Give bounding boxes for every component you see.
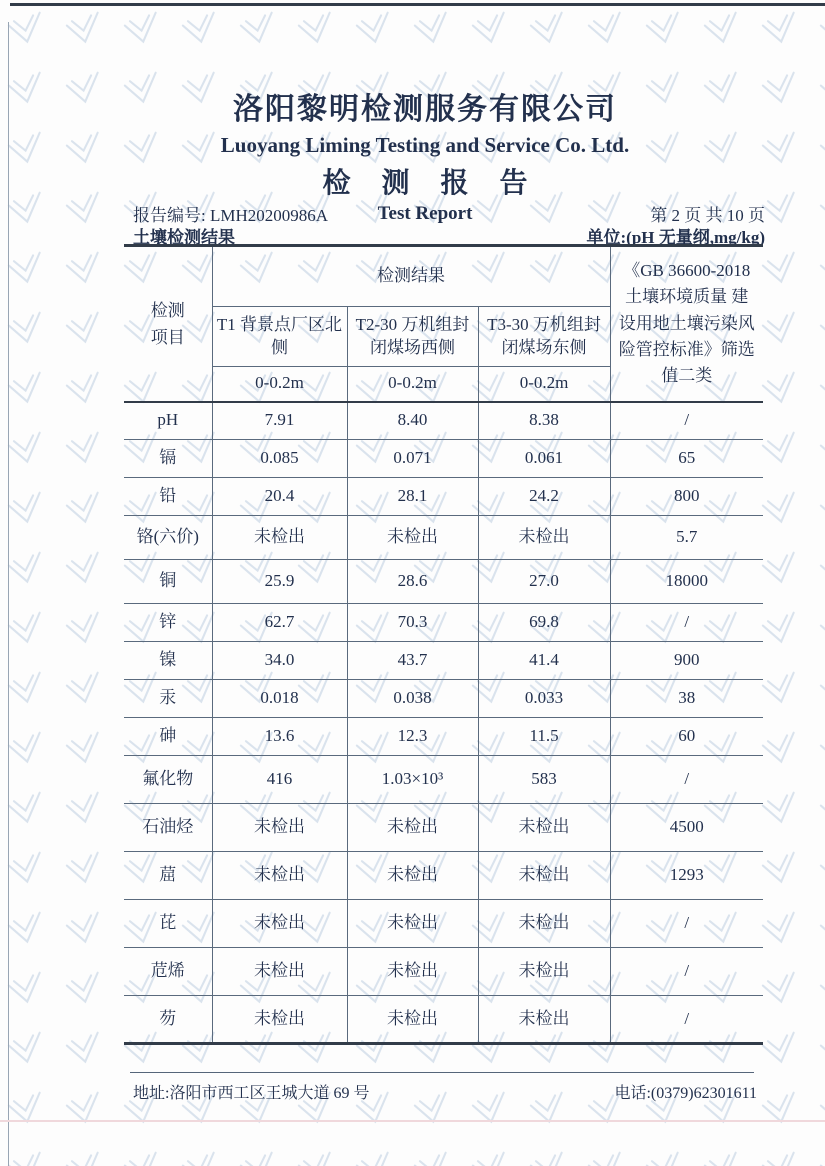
cell-t1: 未检出 <box>212 852 347 900</box>
cell-t3: 未检出 <box>478 900 610 948</box>
cell-limit: 65 <box>610 440 763 478</box>
page-border-left <box>8 22 9 1166</box>
table-row <box>124 852 763 900</box>
company-name-cn: 洛阳黎明检测服务有限公司 <box>233 93 617 126</box>
section-title: 土壤检测结果 <box>133 228 235 247</box>
cell-item: 汞 <box>124 680 212 718</box>
report-number-label: 报告编号: <box>133 206 206 225</box>
cell-t1: 未检出 <box>212 996 347 1044</box>
report-footer <box>133 1080 757 1103</box>
page-border-top <box>10 3 825 6</box>
cell-t2: 12.3 <box>347 718 478 756</box>
column-header-depth-t3: 0-0.2m <box>478 367 610 402</box>
cell-t2: 1.03×10³ <box>347 756 478 804</box>
results-table-body <box>124 402 763 1044</box>
cell-item: 苊烯 <box>124 948 212 996</box>
cell-limit: 18000 <box>610 560 763 604</box>
table-row <box>124 642 763 680</box>
cell-limit: 1293 <box>610 852 763 900</box>
report-meta <box>133 201 765 245</box>
cell-t3: 未检出 <box>478 948 610 996</box>
cell-t1: 0.085 <box>212 440 347 478</box>
cell-limit: 4500 <box>610 804 763 852</box>
column-header-site-t2: T2-30 万机组封闭煤场西侧 <box>347 307 478 367</box>
cell-t3: 未检出 <box>478 516 610 560</box>
report-number-value: LMH20200986A <box>209 206 329 225</box>
unit-label: 单位:(pH 无量纲,mg/kg) <box>586 228 765 247</box>
footer-rule <box>130 1072 754 1073</box>
cell-t2: 未检出 <box>347 804 478 852</box>
cell-limit: / <box>610 604 763 642</box>
table-row <box>124 604 763 642</box>
table-row <box>124 900 763 948</box>
footer-phone: 电话:(0379)62301611 <box>614 1085 757 1102</box>
table-row <box>124 402 763 440</box>
cell-t1: 25.9 <box>212 560 347 604</box>
cell-t2: 0.038 <box>347 680 478 718</box>
cell-t3: 41.4 <box>478 642 610 680</box>
cell-t2: 70.3 <box>347 604 478 642</box>
cell-t3: 69.8 <box>478 604 610 642</box>
table-row <box>124 718 763 756</box>
cell-limit: / <box>610 996 763 1044</box>
cell-t3: 0.061 <box>478 440 610 478</box>
cell-item: pH <box>124 402 212 440</box>
cell-limit: / <box>610 756 763 804</box>
report-title-en: Test Report <box>377 203 473 224</box>
cell-t1: 13.6 <box>212 718 347 756</box>
cell-item: 铅 <box>124 478 212 516</box>
cell-t1: 未检出 <box>212 948 347 996</box>
column-header-item <box>124 246 212 402</box>
table-row <box>124 560 763 604</box>
cell-item: 镉 <box>124 440 212 478</box>
cell-limit: 800 <box>610 478 763 516</box>
cell-t3: 0.033 <box>478 680 610 718</box>
cell-t2: 28.1 <box>347 478 478 516</box>
cell-t2: 未检出 <box>347 516 478 560</box>
cell-t1: 7.91 <box>212 402 347 440</box>
table-row <box>124 478 763 516</box>
cell-t1: 34.0 <box>212 642 347 680</box>
cell-t2: 未检出 <box>347 900 478 948</box>
cell-t1: 20.4 <box>212 478 347 516</box>
cell-item: 锌 <box>124 604 212 642</box>
cell-t2: 0.071 <box>347 440 478 478</box>
column-header-item-label: 检测项目 <box>150 300 185 347</box>
column-group-header-results: 检测结果 <box>212 246 610 307</box>
cell-item: 镍 <box>124 642 212 680</box>
cell-t2: 未检出 <box>347 996 478 1044</box>
table-row <box>124 680 763 718</box>
table-row <box>124 948 763 996</box>
column-header-standard: 《GB 36600-2018 土壤环境质量 建设用地土壤污染风险管控标准》筛选值二类 <box>610 246 763 402</box>
cell-limit: / <box>610 402 763 440</box>
cell-limit: / <box>610 900 763 948</box>
cell-t1: 62.7 <box>212 604 347 642</box>
column-header-site-t3: T3-30 万机组封闭煤场东侧 <box>478 307 610 367</box>
cell-item: 铬(六价) <box>124 516 212 560</box>
cell-t3: 27.0 <box>478 560 610 604</box>
company-name-en: Luoyang Liming Testing and Service Co. Ltd. <box>220 133 630 157</box>
column-header-site-t1: T1 背景点厂区北侧 <box>212 307 347 367</box>
cell-t1: 未检出 <box>212 516 347 560</box>
cell-t2: 未检出 <box>347 948 478 996</box>
page-indicator: 第 2 页 共 10 页 <box>650 206 765 225</box>
results-table <box>124 244 763 1045</box>
table-row <box>124 996 763 1044</box>
cell-limit: 900 <box>610 642 763 680</box>
cell-item: 芘 <box>124 900 212 948</box>
cell-t1: 416 <box>212 756 347 804</box>
cell-item: 石油烃 <box>124 804 212 852</box>
cell-t3: 11.5 <box>478 718 610 756</box>
results-table-wrap <box>124 244 763 1045</box>
footer-address: 地址:洛阳市西工区王城大道 69 号 <box>133 1085 370 1102</box>
cell-item: 砷 <box>124 718 212 756</box>
cell-t3: 24.2 <box>478 478 610 516</box>
cell-t3: 8.38 <box>478 402 610 440</box>
cell-limit: / <box>610 948 763 996</box>
cell-t2: 28.6 <box>347 560 478 604</box>
table-row <box>124 756 763 804</box>
cell-t3: 583 <box>478 756 610 804</box>
table-row <box>124 516 763 560</box>
cell-t2: 43.7 <box>347 642 478 680</box>
cell-t3: 未检出 <box>478 996 610 1044</box>
cell-item: 䓛 <box>124 852 212 900</box>
report-title-cn: 检 测 报 告 <box>322 168 540 199</box>
cell-t1: 0.018 <box>212 680 347 718</box>
cell-t2: 8.40 <box>347 402 478 440</box>
table-row <box>124 440 763 478</box>
cell-limit: 5.7 <box>610 516 763 560</box>
column-header-depth-t2: 0-0.2m <box>347 367 478 402</box>
cell-t3: 未检出 <box>478 852 610 900</box>
cell-t2: 未检出 <box>347 852 478 900</box>
cell-limit: 38 <box>610 680 763 718</box>
cell-item: 氟化物 <box>124 756 212 804</box>
cell-t3: 未检出 <box>478 804 610 852</box>
cell-item: 芴 <box>124 996 212 1044</box>
cell-limit: 60 <box>610 718 763 756</box>
table-row <box>124 804 763 852</box>
column-header-depth-t1: 0-0.2m <box>212 367 347 402</box>
cell-t1: 未检出 <box>212 900 347 948</box>
cell-t1: 未检出 <box>212 804 347 852</box>
cell-item: 铜 <box>124 560 212 604</box>
page-edge-line <box>0 1120 825 1122</box>
